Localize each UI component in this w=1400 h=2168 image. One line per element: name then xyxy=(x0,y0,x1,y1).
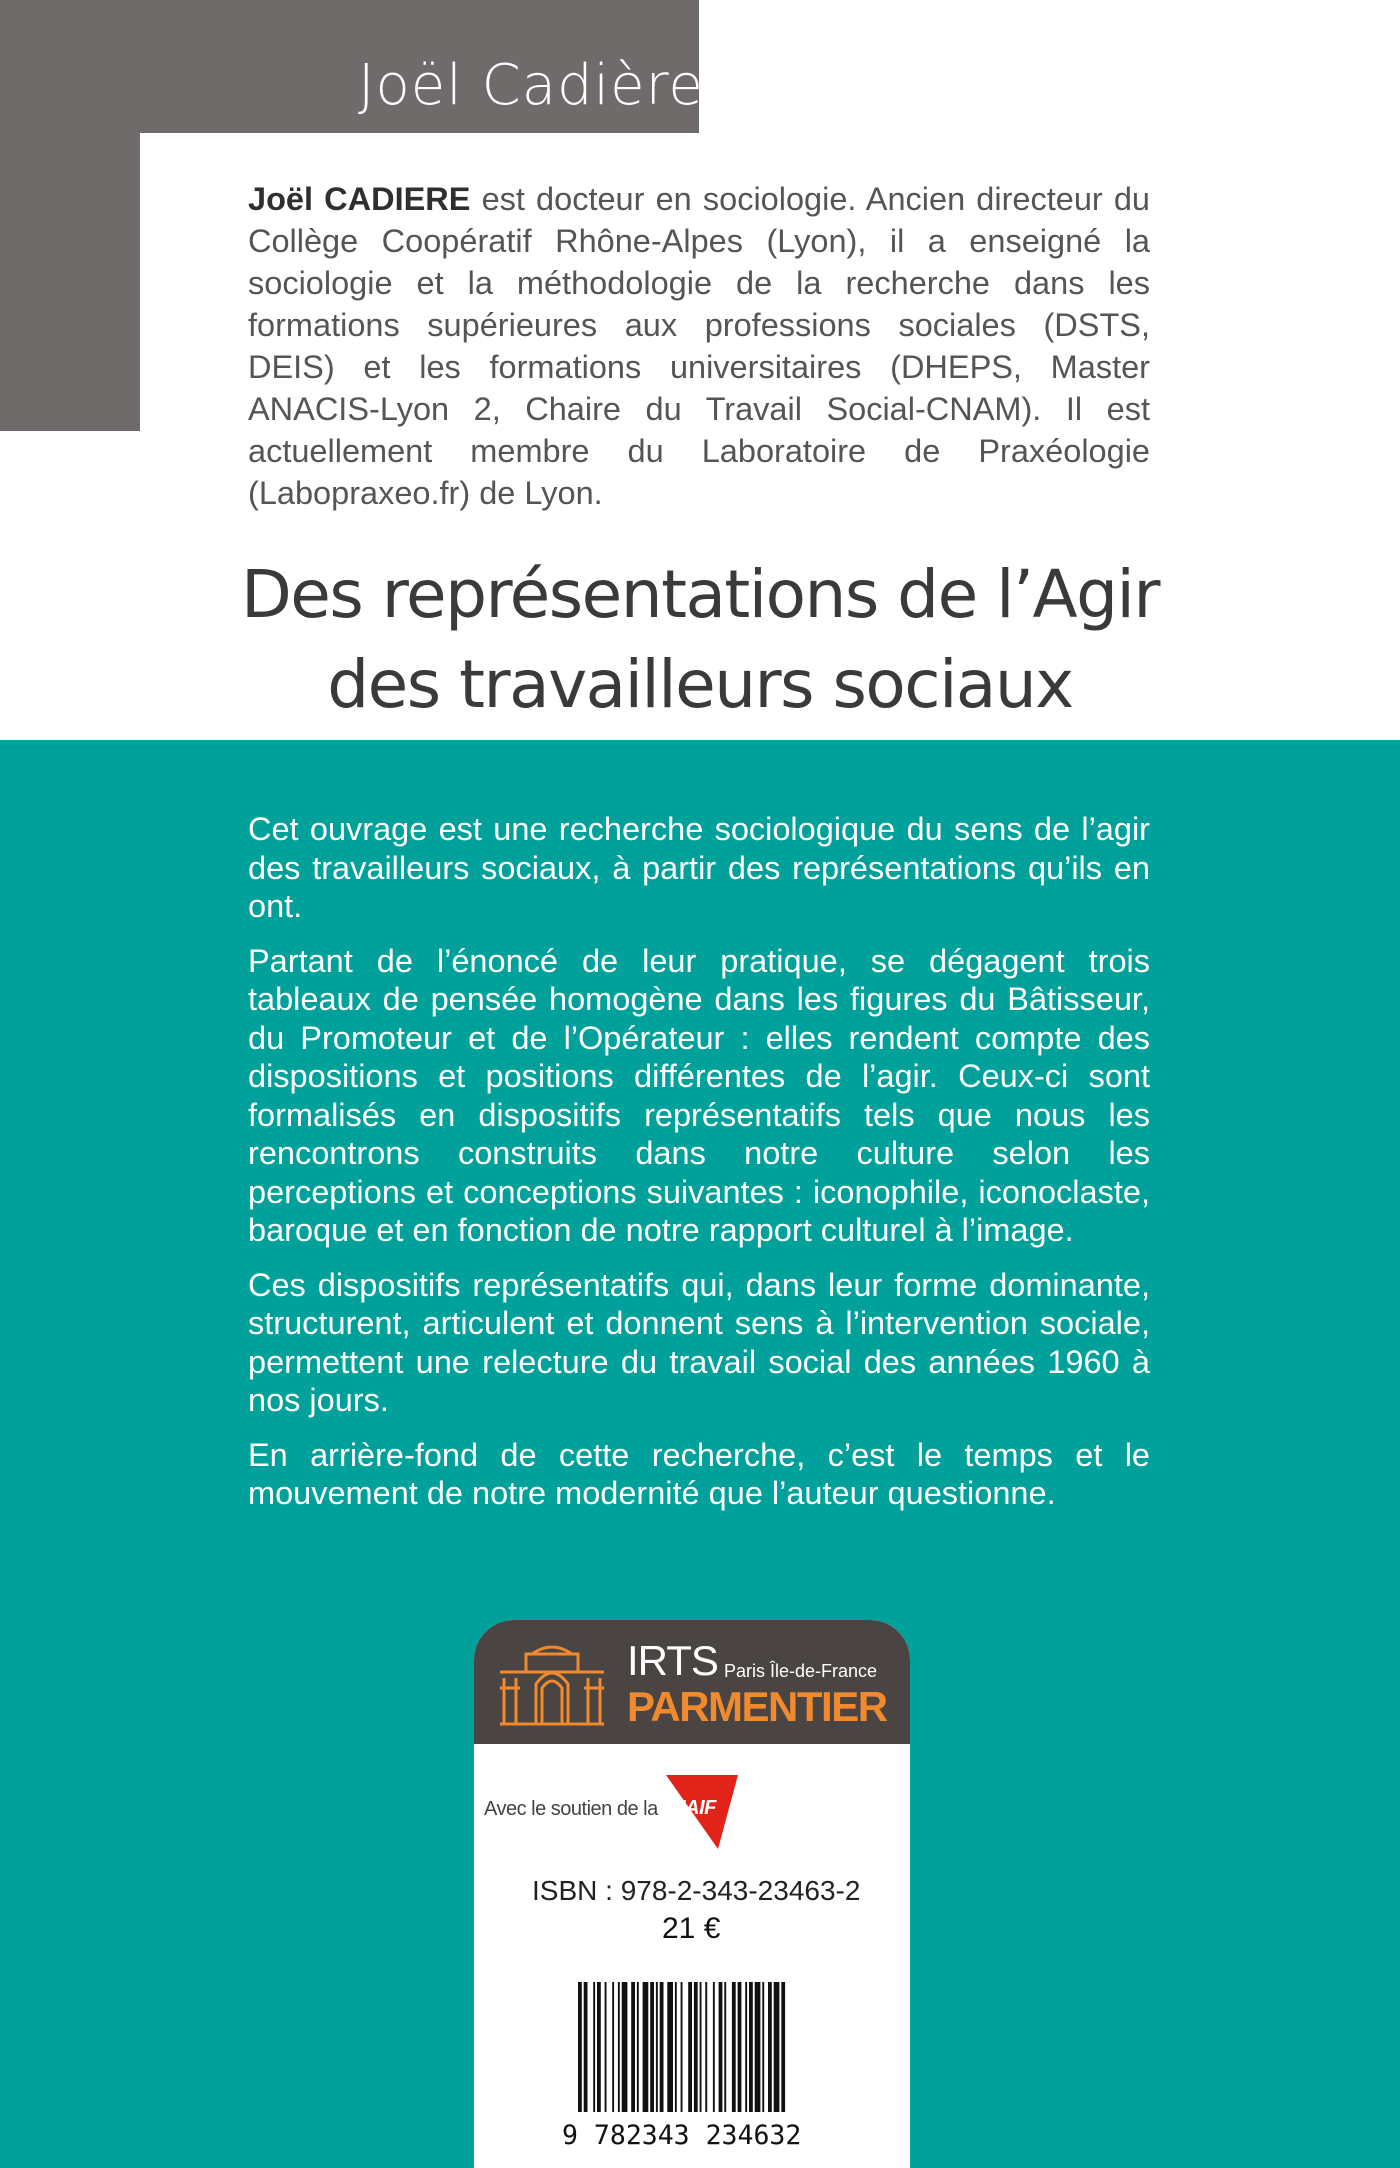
barcode-bar xyxy=(719,1982,723,2112)
barcode-bar xyxy=(650,1982,654,2112)
barcode-bar xyxy=(732,1982,736,2112)
book-title-line-2: des travailleurs sociaux xyxy=(327,646,1073,723)
barcode-bar xyxy=(724,1982,726,2112)
barcode-bar xyxy=(675,1982,677,2112)
irts-logo-band xyxy=(474,1620,910,1744)
barcode-bar xyxy=(593,1982,595,2112)
irts-wordmark: IRTS xyxy=(627,1637,718,1684)
author-biography xyxy=(248,178,1150,514)
barcode-bar xyxy=(681,1982,683,2112)
barcode-bar xyxy=(605,1982,607,2112)
barcode xyxy=(578,1982,818,2112)
bio-text: est docteur en sociologie. Ancien directeur du Collège Coopératif Rhône-Alpes (Lyon), il a enseigné la sociologie et la méthodologie de la recherche dans les formations supérieures aux professions sociales (DSTS, DEIS) et les formations universitaires (DHEPS, Master ANACIS-Lyon 2, Chaire du Travail Social-CNAM). Il est actuellement membre du Laboratoire de Praxéologie (Labopraxeo.fr) de Lyon. xyxy=(248,181,1151,511)
barcode-bar xyxy=(694,1982,698,2112)
barcode-bar xyxy=(713,1982,715,2112)
side-strip xyxy=(0,133,140,431)
barcode-bar xyxy=(738,1982,742,2112)
barcode-bar xyxy=(768,1982,772,2112)
barcode-bar xyxy=(774,1982,780,2112)
barcode-bar xyxy=(578,1982,582,2112)
book-summary xyxy=(248,810,1150,1529)
publisher-label xyxy=(474,1620,910,2168)
barcode-bar xyxy=(700,1982,702,2112)
barcode-bar xyxy=(637,1982,639,2112)
barcode-bar xyxy=(755,1982,761,2112)
barcode-bar xyxy=(612,1982,614,2112)
barcode-bar xyxy=(656,1982,658,2112)
barcode-bar xyxy=(762,1982,764,2112)
parmentier-wordmark: PARMENTIER xyxy=(627,1683,887,1730)
bio-author-name: Joël CADIERE xyxy=(248,181,471,217)
isbn: ISBN : 978-2-343-23463-2 xyxy=(532,1875,861,1906)
barcode-bar xyxy=(781,1982,785,2112)
barcode-bar xyxy=(597,1982,601,2112)
building-facade-icon xyxy=(496,1640,608,1728)
summary-paragraph: Cet ouvrage est une recherche sociologique du sens de l’agir des travailleurs sociaux, à partir des représentations qu’ils en ont. xyxy=(248,811,1150,924)
barcode-bar xyxy=(749,1982,753,2112)
irts-location: Paris Île-de-France xyxy=(724,1661,878,1681)
summary-paragraph: En arrière-fond de cette recherche, c’est le temps et le mouvement de notre modernité que l’auteur questionne. xyxy=(248,1436,1150,1511)
barcode-bar xyxy=(631,1982,635,2112)
barcode-bar xyxy=(745,1982,747,2112)
summary-paragraph: Partant de l’énoncé de leur pratique, se dégagent trois tableaux de pensée homogène dans les figures du Bâtisseur, du Promoteur et de l’Opérateur : elles rendent compte des dispositions et positions différentes de l’agir. Ceux-ci sont formalisés en dispositifs représentatifs tels que nous les rencontrons construits dans notre culture selon les perceptions et conceptions suivantes : iconophile, iconoclaste, baroque et en fonction de notre rapport culturel à l’image. xyxy=(248,942,1150,1248)
barcode-bar xyxy=(705,1982,707,2112)
price: 21 € xyxy=(662,1912,721,1945)
maif-logo-text: MAIF xyxy=(669,1797,716,1819)
author-name: Joël Cadière xyxy=(358,53,704,118)
barcode-bar xyxy=(618,1982,620,2112)
support-text: Avec le soutien de la xyxy=(484,1798,658,1820)
barcode-bar xyxy=(584,1982,588,2112)
barcode-bar xyxy=(643,1982,649,2112)
barcode-bar xyxy=(688,1982,692,2112)
barcode-bar xyxy=(667,1982,673,2112)
barcode-bar xyxy=(622,1982,628,2112)
barcode-bar xyxy=(660,1982,664,2112)
book-title-line-1: Des représentations de l’Agir xyxy=(240,556,1159,633)
summary-paragraph: Ces dispositifs représentatifs qui, dans leur forme dominante, structurent, articulent et donnent sens à l’intervention sociale, permettent une relecture du travail social des années 1960 à nos jours. xyxy=(248,1266,1150,1418)
barcode-digits: 9 782343 234632 xyxy=(562,2120,802,2151)
